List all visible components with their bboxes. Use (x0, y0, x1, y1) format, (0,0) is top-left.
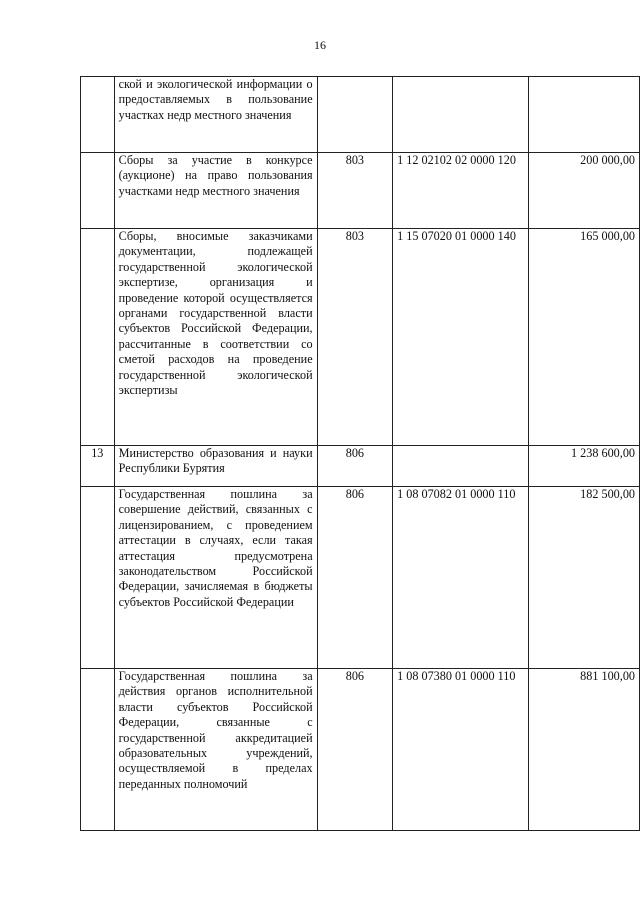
amount-cell: 165 000,00 (529, 229, 640, 446)
table-row (81, 487, 640, 669)
administrator-code-cell: 806 (317, 487, 393, 669)
amount-cell: 1 238 600,00 (529, 446, 640, 487)
revenue-name-cell (114, 77, 317, 153)
revenue-name-cell (114, 669, 317, 831)
revenue-name-cell (114, 153, 317, 229)
budget-classification-code-cell: 1 15 07020 01 0000 140 (393, 229, 529, 446)
row-number-cell (81, 669, 115, 831)
table-row (81, 446, 640, 487)
table-row (81, 153, 640, 229)
amount-cell: 200 000,00 (529, 153, 640, 229)
revenue-name-text: Государственная пошлина за действия органов исполнительной власти субъектов Российской Федерации, связанные с государственной аккредитацией образовательных учреждений, осуществляемой в пределах переданных полномочий (118, 669, 313, 791)
administrator-code-cell: 803 (317, 229, 393, 446)
budget-classification-code-cell: 1 08 07380 01 0000 110 (393, 669, 529, 831)
budget-classification-code-cell (393, 446, 529, 487)
administrator-code-cell (317, 77, 393, 153)
budget-classification-code-cell: 1 08 07082 01 0000 110 (393, 487, 529, 669)
budget-classification-code-cell (393, 77, 529, 153)
administrator-code-cell: 806 (317, 669, 393, 831)
revenue-name-text: ской и экологической информации о предоставляемых в пользование участках недр местного значения (118, 77, 313, 122)
revenue-name-cell (114, 487, 317, 669)
revenue-name-cell (114, 446, 317, 487)
table-row (81, 77, 640, 153)
amount-cell (529, 77, 640, 153)
amount-cell: 182 500,00 (529, 487, 640, 669)
page-number: 16 (314, 38, 326, 52)
administrator-code-cell: 806 (317, 446, 393, 487)
row-number-cell: 13 (81, 446, 115, 487)
administrator-code-cell: 803 (317, 153, 393, 229)
budget-revenue-table (80, 76, 640, 831)
revenue-name-text: Сборы за участие в конкурсе (аукционе) на право пользования участками недр местного значения (118, 153, 313, 198)
table-row (81, 229, 640, 446)
amount-cell: 881 100,00 (529, 669, 640, 831)
row-number-cell (81, 487, 115, 669)
row-number-cell (81, 229, 115, 446)
table-row (81, 669, 640, 831)
revenue-name-text: Государственная пошлина за совершение действий, связанных с лицензированием, с проведением аттестации в случаях, если такая аттестация предусмотрена законодательством Российской Федерации, зачисляемая в бюджеты субъектов Российской Федерации (118, 487, 313, 609)
revenue-name-cell (114, 229, 317, 446)
row-number-cell (81, 153, 115, 229)
revenue-name-text: Сборы, вносимые заказчиками документации, подлежащей государственной экологической экспертизе, организация и проведение которой осуществляется органами государственной власти субъектов Российской Федерации, рассчитанные в соответствии со сметой расходов на проведение государственной экологической экспертизы (118, 229, 313, 398)
row-number-cell (81, 77, 115, 153)
revenue-name-text: Министерство образования и науки Республики Бурятия (118, 446, 313, 476)
budget-classification-code-cell: 1 12 02102 02 0000 120 (393, 153, 529, 229)
